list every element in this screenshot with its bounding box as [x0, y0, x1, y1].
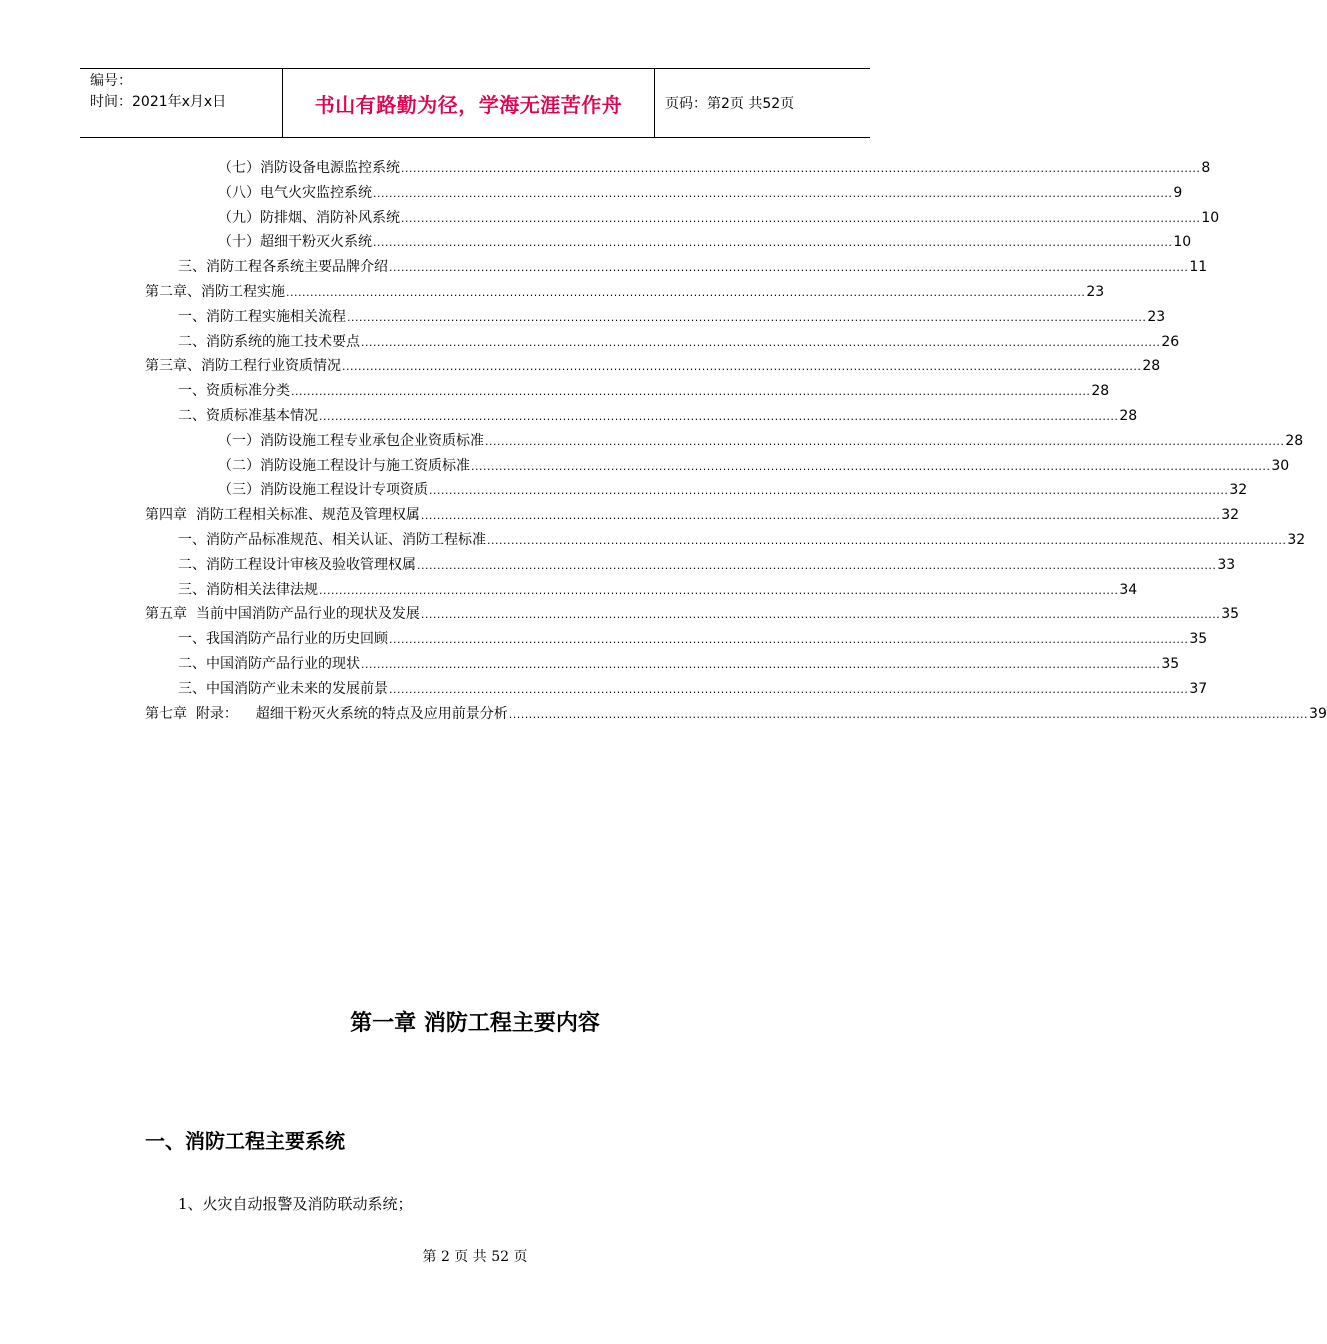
toc-entry-title: 第四章 消防工程相关标准、规范及管理权属: [145, 507, 420, 524]
toc-entry[interactable]: [218, 208, 1220, 228]
toc-entry[interactable]: [178, 530, 1306, 550]
toc-entry[interactable]: [178, 555, 1236, 575]
page-footer: 第 2 页 共 52 页: [422, 1249, 528, 1265]
toc-dot-leader: ........................................................................................................................................................................................................: [291, 385, 1091, 399]
toc-entry[interactable]: [178, 381, 1110, 401]
toc-entry-page: 8: [1201, 160, 1211, 176]
toc-entry-title: （八）电气火灾监控系统: [218, 184, 372, 201]
toc-dot-leader: ........................................................................................................................................................................................................: [342, 360, 1142, 374]
toc-entry-title: 三、中国消防产业未来的发展前景: [178, 680, 388, 697]
header-meta: [80, 69, 283, 137]
toc-entry-title: 第二章、消防工程实施: [145, 284, 285, 300]
toc-entry-title: 二、中国消防产品行业的现状: [178, 656, 360, 672]
toc-dot-leader: ........................................................................................................................................................................................................: [487, 534, 1287, 547]
toc-entry-page: 34: [1119, 581, 1138, 598]
toc-entry-title: 二、消防工程设计审核及验收管理权属: [178, 556, 416, 573]
toc-entry[interactable]: [218, 158, 1211, 178]
toc-entry-page: 30: [1271, 457, 1290, 474]
toc-entry[interactable]: [145, 282, 1105, 302]
toc-entry-title: 二、资质标准基本情况: [178, 408, 318, 424]
header-time: 时间：2021年x月x日: [90, 94, 227, 110]
header-page-label: 页码：第2页 共52页: [665, 96, 795, 112]
toc-dot-leader: ........................................................................................................................................................................................................: [286, 286, 1086, 299]
toc-entry-page: 32: [1287, 532, 1306, 548]
toc-dot-leader: ........................................................................................................................................................................................................: [373, 186, 1173, 200]
toc-entry-title: （二）消防设施工程设计与施工资质标准: [218, 457, 470, 474]
toc-dot-leader: ........................................................................................................................................................................................................: [420, 509, 1221, 523]
toc-dot-leader: ........................................................................................................................................................................................................: [389, 682, 1189, 696]
toc-dot-leader: ........................................................................................................................................................................................................: [361, 658, 1161, 671]
toc-entry-page: 23: [1147, 308, 1166, 325]
toc-entry-page: 37: [1189, 680, 1208, 697]
toc-entry[interactable]: [178, 580, 1138, 600]
toc-entry[interactable]: [178, 257, 1208, 277]
header-slogan: 书山有路勤为径，学海无涯苦作舟: [283, 69, 655, 137]
toc-dot-leader: ........................................................................................................................................................................................................: [347, 310, 1147, 324]
toc-entry[interactable]: [145, 505, 1240, 525]
toc-dot-leader: ........................................................................................................................................................................................................: [319, 583, 1119, 597]
toc-entry-title: （九）防排烟、消防补风系统: [218, 209, 400, 226]
toc-dot-leader: ........................................................................................................................................................................................................: [401, 211, 1201, 225]
toc-entry-title: 第三章、消防工程行业资质情况: [145, 358, 341, 375]
toc-entry-page: 10: [1201, 209, 1220, 226]
toc-entry-page: 35: [1161, 656, 1180, 672]
toc-entry-page: 26: [1161, 333, 1180, 350]
toc-dot-leader: ........................................................................................................................................................................................................: [420, 608, 1221, 622]
toc-entry[interactable]: [145, 704, 1327, 724]
section-title: 一、消防工程主要系统: [145, 1129, 345, 1153]
toc-entry-title: 第五章 当前中国消防产品行业的现状及发展: [145, 606, 420, 623]
toc-entry-page: 28: [1142, 358, 1161, 375]
toc-entry[interactable]: [178, 332, 1180, 352]
toc-dot-leader: ........................................................................................................................................................................................................: [485, 434, 1285, 448]
toc-dot-leader: ........................................................................................................................................................................................................: [401, 162, 1201, 175]
toc-entry-title: 三、消防工程各系统主要品牌介绍: [178, 259, 388, 276]
toc-entry-title: （三）消防设施工程设计专项资质: [218, 482, 428, 499]
toc-dot-leader: ........................................................................................................................................................................................................: [471, 459, 1271, 473]
toc-dot-leader: ........................................................................................................................................................................................................: [373, 236, 1173, 250]
toc-dot-leader: ........................................................................................................................................................................................................: [389, 261, 1189, 275]
body-list-item: 1、火灾自动报警及消防联动系统；: [178, 1195, 413, 1213]
toc-entry[interactable]: [218, 456, 1290, 476]
toc-entry-title: 一、消防产品标准规范、相关认证、消防工程标准: [178, 532, 486, 548]
toc-dot-leader: ........................................................................................................................................................................................................: [417, 558, 1217, 572]
toc-entry-page: 28: [1285, 432, 1304, 449]
page-header: [80, 68, 870, 138]
toc-entry-page: 11: [1189, 259, 1208, 276]
toc-entry-title: 一、我国消防产品行业的历史回顾: [178, 631, 388, 648]
toc-entry[interactable]: [218, 480, 1248, 500]
toc-entry[interactable]: [178, 406, 1138, 426]
header-number: 编号：: [90, 73, 132, 89]
toc-entry[interactable]: [218, 431, 1304, 451]
toc-entry-title: （一）消防设施工程专业承包企业资质标准: [218, 432, 484, 449]
toc-dot-leader: ........................................................................................................................................................................................................: [319, 410, 1119, 423]
toc-entry[interactable]: [178, 679, 1208, 699]
toc-entry-title: （七）消防设备电源监控系统: [218, 160, 400, 176]
toc-entry-page: 28: [1119, 408, 1138, 424]
toc-entry-page: 28: [1091, 383, 1110, 400]
toc-entry[interactable]: [178, 654, 1180, 674]
toc-entry[interactable]: [145, 356, 1161, 376]
toc-entry-title: （十）超细干粉灭火系统: [218, 234, 372, 251]
toc-entry-page: 39: [1309, 705, 1327, 722]
toc-entry[interactable]: [218, 183, 1183, 203]
toc-dot-leader: ........................................................................................................................................................................................................: [361, 335, 1161, 349]
toc-entry-page: 35: [1189, 631, 1208, 648]
toc-entry-title: 一、消防工程实施相关流程: [178, 308, 346, 325]
toc-entry[interactable]: [218, 232, 1192, 252]
toc-entry-page: 23: [1086, 284, 1105, 300]
toc-entry-page: 32: [1221, 507, 1240, 524]
chapter-title: 第一章 消防工程主要内容: [350, 1011, 600, 1036]
toc-entry-page: 33: [1217, 556, 1236, 573]
toc-entry-page: 35: [1221, 606, 1240, 623]
toc-entry-page: 9: [1173, 184, 1183, 201]
toc-entry-title: 第七章 附录： 超细干粉灭火系统的特点及应用前景分析: [145, 705, 508, 722]
toc-dot-leader: ........................................................................................................................................................................................................: [389, 633, 1189, 647]
toc-dot-leader: ........................................................................................................................................................................................................: [429, 484, 1229, 498]
toc-entry[interactable]: [178, 629, 1208, 649]
toc-entry-page: 32: [1229, 482, 1248, 499]
toc-entry-title: 一、资质标准分类: [178, 383, 290, 400]
toc-entry-title: 三、消防相关法律法规: [178, 581, 318, 598]
toc-entry-title: 二、消防系统的施工技术要点: [178, 333, 360, 350]
toc-entry-page: 10: [1173, 234, 1192, 251]
toc-entry[interactable]: [178, 307, 1166, 327]
toc-entry[interactable]: [145, 604, 1240, 624]
toc-dot-leader: ........................................................................................................................................................................................................: [508, 707, 1309, 721]
